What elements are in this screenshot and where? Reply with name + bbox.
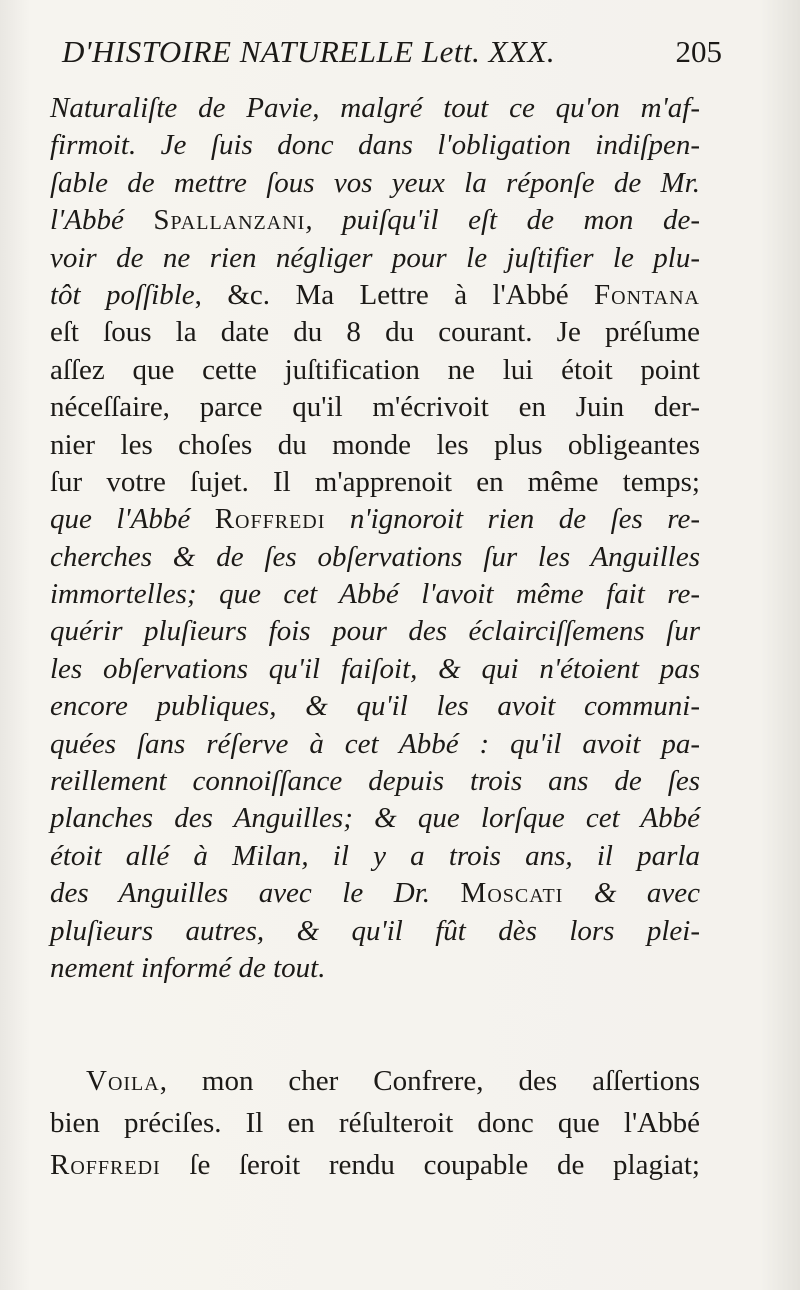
text-line: nement informé de tout. — [50, 951, 326, 984]
text-line — [50, 1144, 700, 1186]
text-line: planches des Anguilles; & que lorſque cet Abbé — [50, 802, 700, 835]
line-segment: tôt poſſible — [50, 278, 195, 311]
name-roffredi: Roffredi — [214, 503, 326, 536]
text-line: voir de ne rien négliger pour le juſtifier le plu- — [50, 241, 700, 274]
page-number: 205 — [675, 34, 722, 69]
text-line — [50, 202, 700, 239]
text-line: les obſervations qu'il faiſoit, & qui n'étoient pas — [50, 652, 700, 685]
text-line: pluſieurs autres, & qu'il fût dès lors plei- — [50, 914, 700, 947]
name-fontana: Fontana — [594, 278, 700, 311]
text-line: eſt ſous la date du 8 du courant. Je préſume — [50, 316, 700, 349]
text-line: quées ſans réſerve à cet Abbé : qu'il avoit pa- — [50, 727, 700, 760]
line-segment: l'Abbé — [50, 204, 154, 237]
text-line — [50, 501, 700, 538]
opening-word: Voila — [86, 1065, 160, 1097]
text-line: cherches & de ſes obſervations ſur les Anguilles — [50, 540, 700, 573]
name-roffredi: Roffredi — [50, 1149, 161, 1181]
text-line — [50, 277, 700, 314]
line-segment: , &c. Ma Lettre à l'Abbé — [194, 278, 595, 311]
text-line: nier les choſes du monde les plus obligeantes — [50, 428, 700, 461]
line-segment: que l'Abbé — [50, 503, 215, 536]
name-spallanzani: Spallanzani — [153, 204, 306, 237]
text-line: ſur votre ſujet. Il m'apprenoit en même temps; — [50, 465, 700, 498]
text-line — [50, 875, 700, 912]
paragraph-2 — [50, 1060, 700, 1186]
line-segment: ſe ſeroit rendu coupable de plagiat; — [160, 1149, 700, 1181]
text-line: encore publiques, & qu'il les avoit communi- — [50, 690, 700, 723]
text-line — [50, 1060, 700, 1102]
text-line: bien préciſes. Il en réſulteroit donc que l'Abbé — [50, 1107, 700, 1139]
text-line: aſſez que cette juſtification ne lui étoit point — [50, 353, 700, 386]
text-line: néceſſaire, parce qu'il m'écrivoit en Juin der- — [50, 391, 700, 424]
text-line: étoit allé à Milan, il y a trois ans, il parla — [50, 839, 700, 872]
text-line: Naturaliſte de Pavie, malgré tout ce qu'on m'af- — [50, 92, 700, 124]
line-segment: , puiſqu'il eſt de mon de- — [305, 204, 700, 237]
running-title: D'HISTOIRE NATURELLE Lett. XXX. — [62, 34, 556, 69]
paragraph-1 — [50, 90, 700, 987]
line-segment: des Anguilles avec le Dr. — [50, 877, 461, 910]
text-line: immortelles; que cet Abbé l'avoit même fait re- — [50, 578, 700, 611]
text-line: firmoit. Je ſuis donc dans l'obligation indiſpen- — [50, 129, 700, 162]
text-line: reillement connoiſſance depuis trois ans de ſes — [50, 765, 700, 798]
text-line: quérir pluſieurs fois pour des éclairciſſemens ſur — [50, 615, 700, 648]
text-line: ſable de mettre ſous vos yeux la réponſe de Mr. — [50, 166, 700, 199]
line-segment: , mon cher Confrere, des aſſertions — [159, 1065, 700, 1097]
page-header — [62, 34, 722, 78]
name-moscati: Moscati — [460, 877, 564, 910]
line-segment: & avec — [563, 877, 701, 910]
line-segment: n'ignoroit rien de ſes re- — [325, 503, 701, 536]
